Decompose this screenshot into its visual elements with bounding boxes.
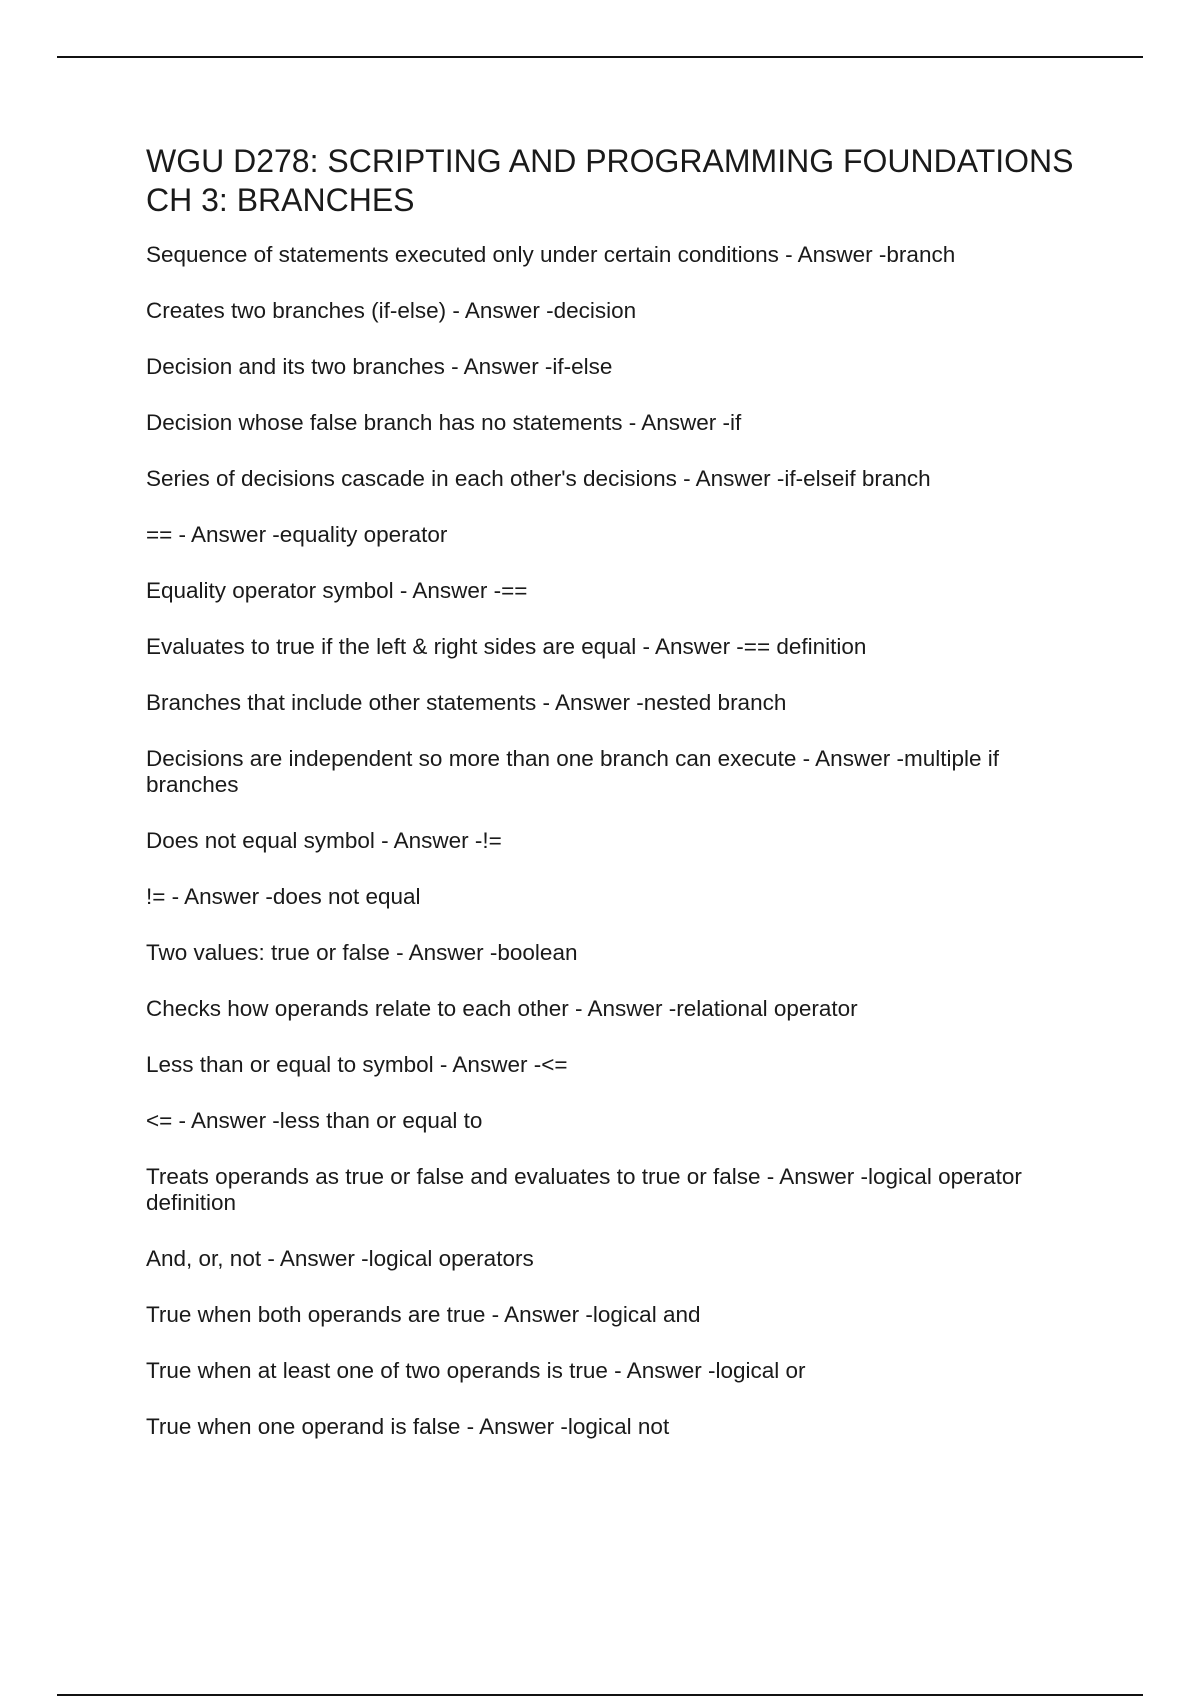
title-line-1: WGU D278: SCRIPTING AND PROGRAMMING FOUNDATIONS <box>146 143 1074 179</box>
qa-item: != - Answer -does not equal <box>146 884 421 909</box>
qa-item: And, or, not - Answer -logical operators <box>146 1246 534 1271</box>
qa-item: Checks how operands relate to each other - Answer -relational operator <box>146 996 858 1021</box>
qa-item: Does not equal symbol - Answer -!= <box>146 828 502 853</box>
qa-list <box>146 242 1096 1440</box>
qa-item: True when one operand is false - Answer -logical not <box>146 1414 670 1439</box>
qa-item: Decision whose false branch has no statements - Answer -if <box>146 410 742 435</box>
top-divider <box>57 56 1143 58</box>
qa-item: Equality operator symbol - Answer -== <box>146 578 528 603</box>
qa-item: Less than or equal to symbol - Answer -<= <box>146 1052 568 1077</box>
bottom-divider <box>57 1694 1143 1696</box>
qa-item: Series of decisions cascade in each other's decisions - Answer -if-elseif branch <box>146 466 931 491</box>
qa-item: Two values: true or false - Answer -boolean <box>146 940 578 965</box>
qa-item: Treats operands as true or false and evaluates to true or false - Answer -logical operator definition <box>146 1164 1022 1215</box>
qa-item: Decisions are independent so more than one branch can execute - Answer -multiple if branches <box>146 746 999 797</box>
qa-item: Branches that include other statements - Answer -nested branch <box>146 690 787 715</box>
qa-item: == - Answer -equality operator <box>146 522 448 547</box>
qa-item: True when at least one of two operands is true - Answer -logical or <box>146 1358 806 1383</box>
qa-item: Sequence of statements executed only under certain conditions - Answer -branch <box>146 242 956 267</box>
qa-item: Evaluates to true if the left & right sides are equal - Answer -== definition <box>146 634 867 659</box>
title-line-2: CH 3: BRANCHES <box>146 182 415 218</box>
qa-item: <= - Answer -less than or equal to <box>146 1108 483 1133</box>
qa-item: Decision and its two branches - Answer -if-else <box>146 354 613 379</box>
qa-item: Creates two branches (if-else) - Answer -decision <box>146 298 637 323</box>
document-title <box>146 142 1096 220</box>
qa-item: True when both operands are true - Answer -logical and <box>146 1302 701 1327</box>
document-body <box>146 142 1096 1470</box>
